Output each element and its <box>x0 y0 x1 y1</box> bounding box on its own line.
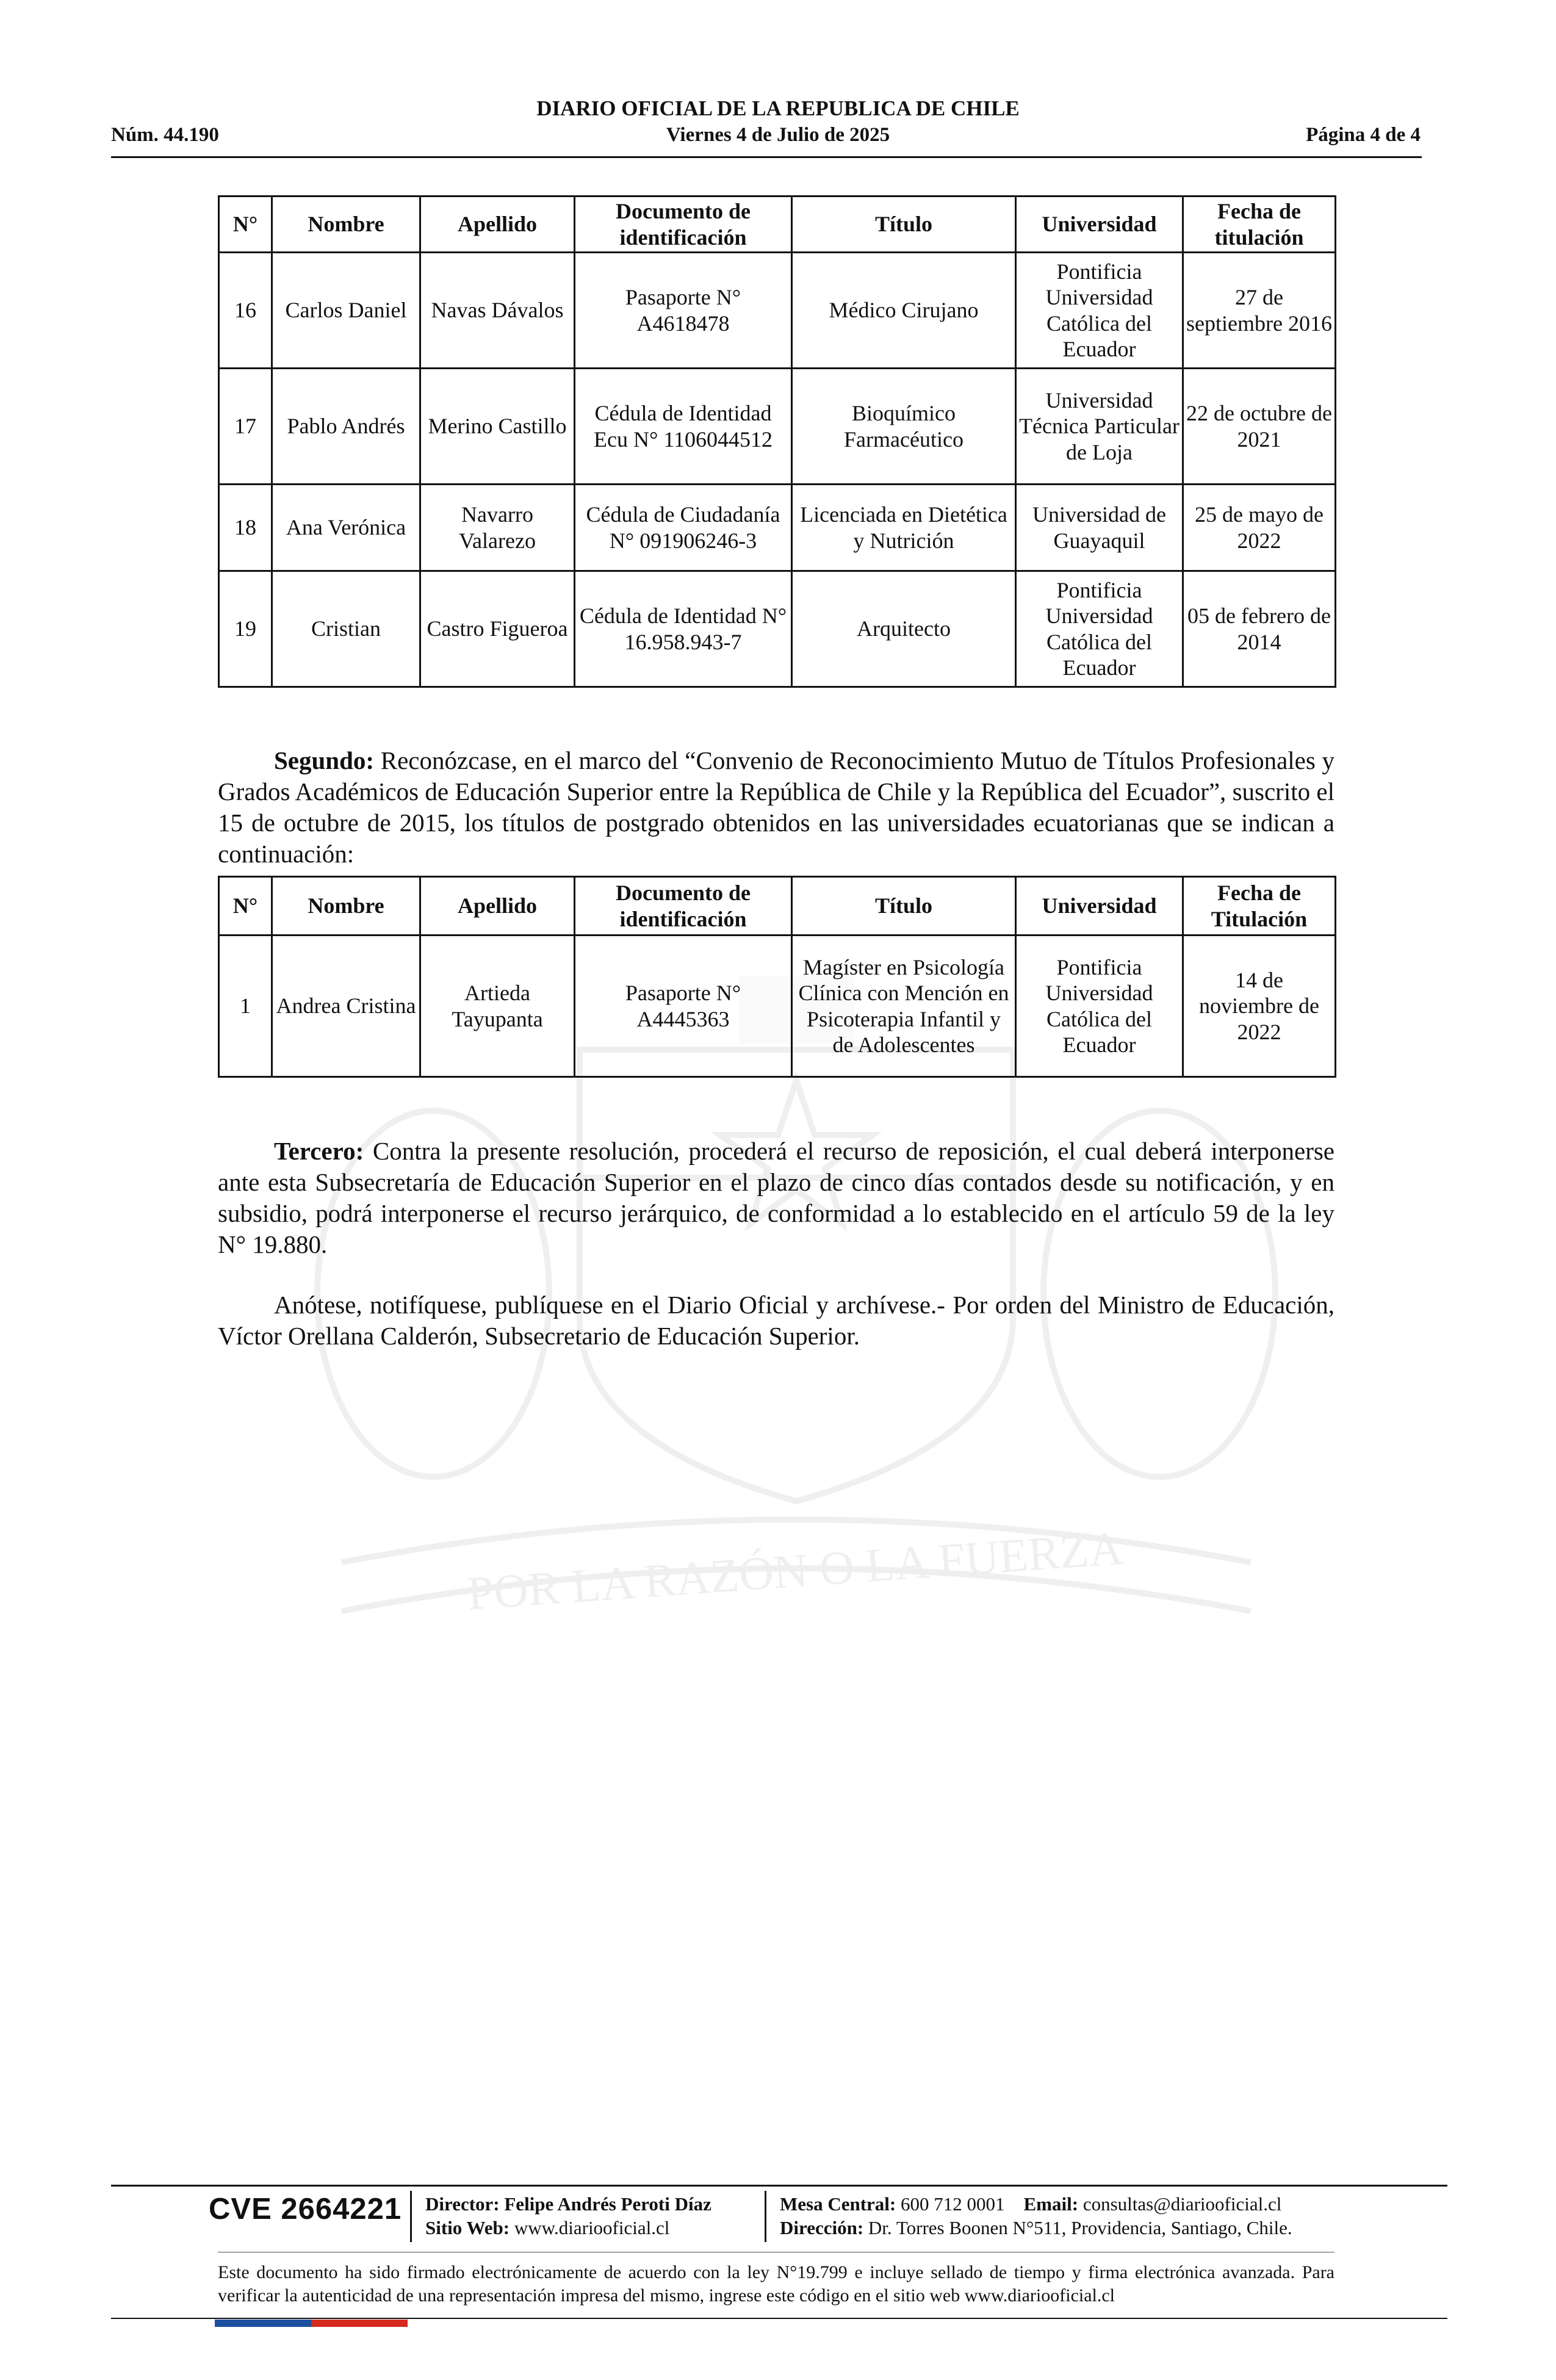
table-cell: Universidad Técnica Particular de Loja <box>1016 369 1183 485</box>
table-cell: 18 <box>219 485 272 571</box>
table-cell: Universidad de Guayaquil <box>1016 485 1183 571</box>
column-header: Universidad <box>1016 877 1183 936</box>
table-row <box>219 253 1336 369</box>
table-header-row <box>219 877 1336 936</box>
paragraph-tercero <box>218 1136 1334 1260</box>
table-row <box>219 571 1336 687</box>
table-cell: 27 de septiembre 2016 <box>1183 253 1336 369</box>
issue-number: Núm. 44.190 <box>111 124 219 146</box>
paragraph-text: Anótese, notifíquese, publíquese en el Diario Oficial y archívese.- Por orden del Ministro de Educación, Víctor Orellana Calderón, Subsecretario de Educación Superior. <box>218 1291 1334 1350</box>
titles-table-postgraduate <box>218 876 1336 1078</box>
table-header-row <box>219 197 1336 253</box>
cve-code: CVE 2664221 <box>209 2193 402 2226</box>
paragraph-text: Reconózcase, en el marco del “Convenio de Reconocimiento Mutuo de Títulos Profesionales y Grados Académicos de Educación Superior entre la República de Chile y la República del Ecuador”, suscrito el 15 de octubre de 2015, los títulos de postgrado obtenidos en las universidades ecuatorianas que se indican a continuación: <box>218 746 1335 868</box>
phone-number: 600 712 0001 <box>901 2193 1005 2215</box>
column-header: Fecha de titulación <box>1183 197 1336 253</box>
table-row <box>219 936 1336 1077</box>
paragraph-text: Contra la presente resolución, procederá el recurso de reposición, el cual deberá interponerse ante esta Subsecretaría de Educación Superior en el plazo de cinco días contados desde su notificación, y en subsidio, podrá interponerse el recurso jerárquico, de conformidad a lo establecido en el artículo 59 de la ley N° 19.880. <box>218 1137 1335 1258</box>
flag-stripe-red <box>311 2320 408 2327</box>
table-cell: Médico Cirujano <box>792 253 1016 369</box>
table-cell: Pontificia Universidad Católica del Ecuador <box>1016 253 1183 369</box>
signature-notice: Este documento ha sido firmado electrónicamente de acuerdo con la ley N°19.799 e incluye sellado de tiempo y firma electrónica avanzada. Para verificar la autenticidad de una representación impresa del mismo, ingrese este código en el sitio web www.diariooficial.cl <box>218 2262 1334 2306</box>
table-cell: Pontificia Universidad Católica del Ecuador <box>1016 936 1183 1077</box>
director-name: Felipe Andrés Peroti Díaz <box>504 2193 711 2215</box>
column-header: Apellido <box>420 197 575 253</box>
table-cell: Magíster en Psicología Clínica con Mención en Psicoterapia Infantil y de Adolescentes <box>792 936 1016 1077</box>
table-cell: 22 de octubre de 2021 <box>1183 369 1336 485</box>
table-cell: Cédula de Identidad Ecu N° 1106044512 <box>575 369 792 485</box>
email-link[interactable]: consultas@diariooficial.cl <box>1082 2193 1282 2215</box>
table-cell: Arquitecto <box>792 571 1016 687</box>
paragraph-segundo <box>218 745 1334 870</box>
table-cell: Pasaporte N° A4445363 <box>575 936 792 1077</box>
table-cell: 25 de mayo de 2022 <box>1183 485 1336 571</box>
table-cell: Bioquímico Farmacéutico <box>792 369 1016 485</box>
footer-rule-top <box>111 2185 1447 2187</box>
director-label: Director: <box>425 2193 500 2215</box>
table-cell: Navas Dávalos <box>420 253 575 369</box>
titles-table-professional <box>218 195 1336 688</box>
address-text: Dr. Torres Boonen N°511, Providencia, Santiago, Chile. <box>868 2217 1292 2238</box>
table-row <box>219 485 1336 571</box>
table-cell: Merino Castillo <box>420 369 575 485</box>
table-cell: Cédula de Ciudadanía N° 091906246-3 <box>575 485 792 571</box>
address-label: Dirección: <box>780 2217 864 2238</box>
column-header: Nombre <box>272 877 420 936</box>
footer-separator <box>765 2191 766 2242</box>
table-cell: 16 <box>219 253 272 369</box>
table-cell: Castro Figueroa <box>420 571 575 687</box>
column-header: Documento de identificación <box>575 877 792 936</box>
table-cell: Andrea Cristina <box>272 936 420 1077</box>
column-header: N° <box>219 877 272 936</box>
email-label: Email: <box>1023 2193 1079 2215</box>
watermark-motto: POR LA RAZÓN O LA FUERZA <box>465 1521 1125 1620</box>
newspaper-title: DIARIO OFICIAL DE LA REPUBLICA DE CHILE <box>536 96 1020 120</box>
flag-stripe-blue <box>215 2320 311 2327</box>
website-link[interactable]: www.diariooficial.cl <box>514 2217 670 2238</box>
table-cell: 19 <box>219 571 272 687</box>
footer-director-block <box>425 2192 711 2240</box>
table-cell: 17 <box>219 369 272 485</box>
column-header: N° <box>219 197 272 253</box>
table-cell: Carlos Daniel <box>272 253 420 369</box>
column-header: Documento de identificación <box>575 197 792 253</box>
column-header: Apellido <box>420 877 575 936</box>
paragraph-label: Segundo: <box>274 746 375 774</box>
column-header: Nombre <box>272 197 420 253</box>
website-label: Sitio Web: <box>425 2217 510 2238</box>
table-cell: 14 de noviembre de 2022 <box>1183 936 1336 1077</box>
phone-label: Mesa Central: <box>780 2193 896 2215</box>
footer-contact-block <box>780 2192 1292 2240</box>
table-cell: Cédula de Identidad N° 16.958.943-7 <box>575 571 792 687</box>
table-cell: Pasaporte N° A4618478 <box>575 253 792 369</box>
table-cell: Artieda Tayupanta <box>420 936 575 1077</box>
column-header: Título <box>792 197 1016 253</box>
column-header: Universidad <box>1016 197 1183 253</box>
paragraph-closing <box>218 1289 1334 1352</box>
table-row <box>219 369 1336 485</box>
table-cell: Navarro Valarezo <box>420 485 575 571</box>
paragraph-label: Tercero: <box>274 1137 364 1165</box>
header-rule <box>111 156 1422 158</box>
column-header: Fecha de Titulación <box>1183 877 1336 936</box>
footer-separator <box>410 2191 412 2242</box>
table-cell: Pontificia Universidad Católica del Ecuador <box>1016 571 1183 687</box>
table-cell: Cristian <box>272 571 420 687</box>
footer-rule-bottom <box>111 2318 1447 2319</box>
table-cell: Licenciada en Dietética y Nutrición <box>792 485 1016 571</box>
table-cell: 1 <box>219 936 272 1077</box>
page-indicator: Página 4 de 4 <box>1306 124 1421 146</box>
table-cell: 05 de febrero de 2014 <box>1183 571 1336 687</box>
issue-date: Viernes 4 de Julio de 2025 <box>666 124 890 146</box>
table-cell: Pablo Andrés <box>272 369 420 485</box>
table-cell: Ana Verónica <box>272 485 420 571</box>
column-header: Título <box>792 877 1016 936</box>
